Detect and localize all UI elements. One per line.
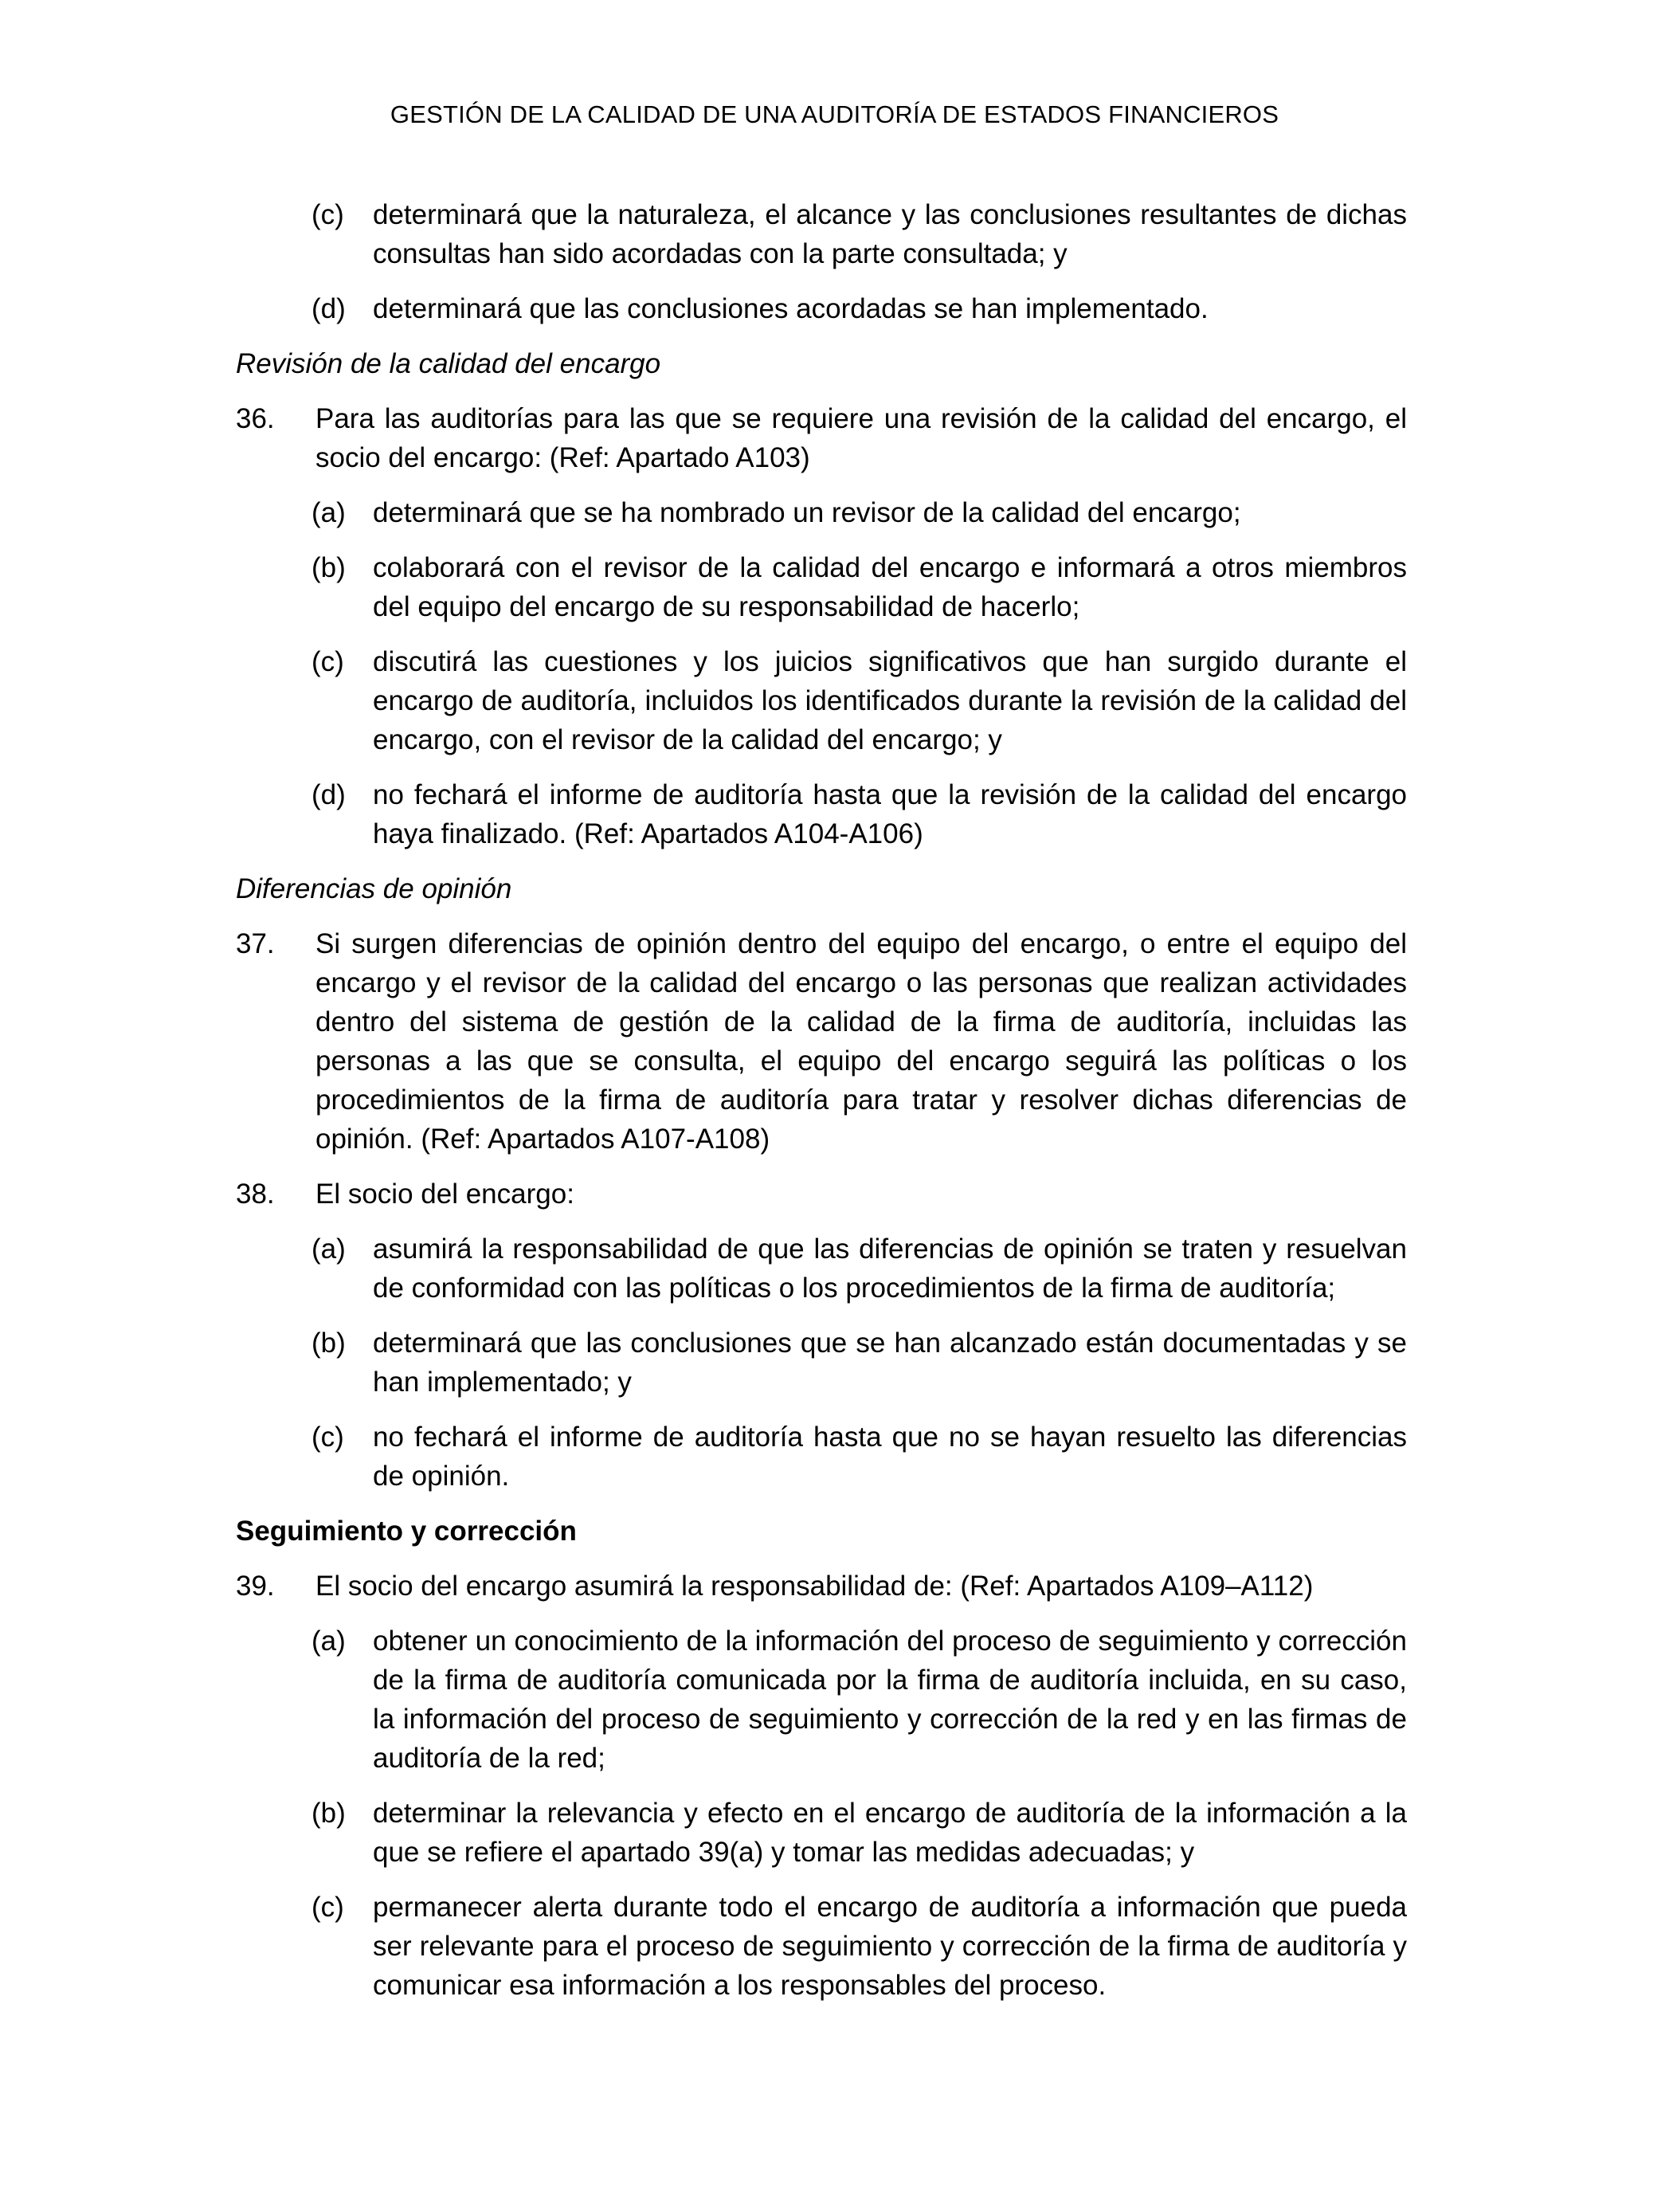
list-item: [236, 1324, 1407, 1402]
item-text: no fechará el informe de auditoría hasta que la revisión de la calidad del encargo haya finalizado. (Ref: Apartados A104-A106): [373, 779, 1407, 849]
paragraph-text: Para las auditorías para las que se requiere una revisión de la calidad del encargo, el socio del encargo: (Ref: Apartado A103): [315, 403, 1407, 473]
list-item: [236, 1230, 1407, 1308]
list-item: [236, 775, 1407, 853]
item-label: (c): [311, 199, 344, 230]
item-label: (a): [311, 497, 346, 528]
list-item: [236, 642, 1407, 759]
paragraph-38: [236, 1175, 1407, 1214]
item-text: determinará que la naturaleza, el alcance y las conclusiones resultantes de dichas consultas han sido acordadas con la parte consultada; y: [373, 199, 1407, 269]
document-body: [236, 195, 1407, 2021]
item-text: permanecer alerta durante todo el encargo de auditoría a información que pueda ser relevante para el proceso de seguimiento y corrección de la firma de auditoría y comunicar esa información a los responsables del proceso.: [373, 1892, 1407, 2001]
running-header: GESTIÓN DE LA CALIDAD DE UNA AUDITORÍA DE ESTADOS FINANCIEROS: [390, 100, 1279, 128]
item-text: asumirá la responsabilidad de que las diferencias de opinión se traten y resuelvan de conformidad con las políticas o los procedimientos de la firma de auditoría;: [373, 1233, 1407, 1304]
item-label: (a): [311, 1626, 346, 1657]
paragraph-37: [236, 924, 1407, 1159]
item-label: (a): [311, 1233, 346, 1265]
item-text: determinará que se ha nombrado un revisor de la calidad del encargo;: [373, 497, 1241, 528]
paragraph-text: El socio del encargo:: [315, 1179, 574, 1210]
list-item: [236, 1888, 1407, 2005]
paragraph-number: 39.: [236, 1571, 275, 1602]
item-label: (c): [311, 646, 344, 677]
section-heading-seguimiento: Seguimiento y corrección: [236, 1516, 577, 1547]
list-item: [236, 1418, 1407, 1496]
paragraph-39: [236, 1567, 1407, 1606]
paragraph-number: 36.: [236, 403, 275, 434]
item-text: determinar la relevancia y efecto en el encargo de auditoría de la información a la que se refiere el apartado 39(a) y tomar las medidas adecuadas; y: [373, 1798, 1407, 1868]
section-heading-diferencias: Diferencias de opinión: [236, 873, 512, 904]
paragraph-text: Si surgen diferencias de opinión dentro del equipo del encargo, o entre el equipo del encargo y el revisor de la calidad del encargo o las personas que realizan actividades dentro del sistema de gestión de la calidad de la firma de auditoría, incluidas las personas a las que se consulta, el equipo del encargo seguirá las políticas o los procedimientos de la firma de auditoría para tratar y resolver dichas diferencias de opinión. (Ref: Apartados A107-A108): [315, 928, 1407, 1155]
list-item: [236, 195, 1407, 273]
item-label: (b): [311, 1798, 346, 1829]
paragraph-number: 38.: [236, 1179, 275, 1210]
item-text: determinará que las conclusiones que se han alcanzado están documentadas y se han implementado; y: [373, 1328, 1407, 1398]
item-label: (d): [311, 779, 346, 810]
paragraph-36: [236, 399, 1407, 477]
paragraph-number: 37.: [236, 928, 275, 959]
section-heading-revision: Revisión de la calidad del encargo: [236, 348, 661, 379]
paragraph-text: El socio del encargo asumirá la responsabilidad de: (Ref: Apartados A109–A112): [315, 1571, 1314, 1602]
list-item: [236, 1794, 1407, 1872]
item-text: obtener un conocimiento de la información del proceso de seguimiento y corrección de la firma de auditoría comunicada por la firma de auditoría incluida, en su caso, la información del proceso de seguimiento y corrección de la red y en las firmas de auditoría de la red;: [373, 1626, 1407, 1774]
item-label: (c): [311, 1892, 344, 1923]
item-label: (b): [311, 1328, 346, 1359]
item-label: (c): [311, 1422, 344, 1453]
list-item: [236, 289, 1407, 328]
item-text: no fechará el informe de auditoría hasta que no se hayan resuelto las diferencias de opinión.: [373, 1422, 1407, 1492]
list-item: [236, 493, 1407, 532]
list-item: [236, 548, 1407, 626]
item-text: discutirá las cuestiones y los juicios significativos que han surgido durante el encargo de auditoría, incluidos los identificados durante la revisión de la calidad del encargo, con el revisor de la calidad del encargo; y: [373, 646, 1407, 755]
item-text: colaborará con el revisor de la calidad del encargo e informará a otros miembros del equipo del encargo de su responsabilidad de hacerlo;: [373, 552, 1407, 622]
item-label: (d): [311, 293, 346, 324]
list-item: [236, 1622, 1407, 1778]
item-text: determinará que las conclusiones acordadas se han implementado.: [373, 293, 1209, 324]
item-label: (b): [311, 552, 346, 583]
